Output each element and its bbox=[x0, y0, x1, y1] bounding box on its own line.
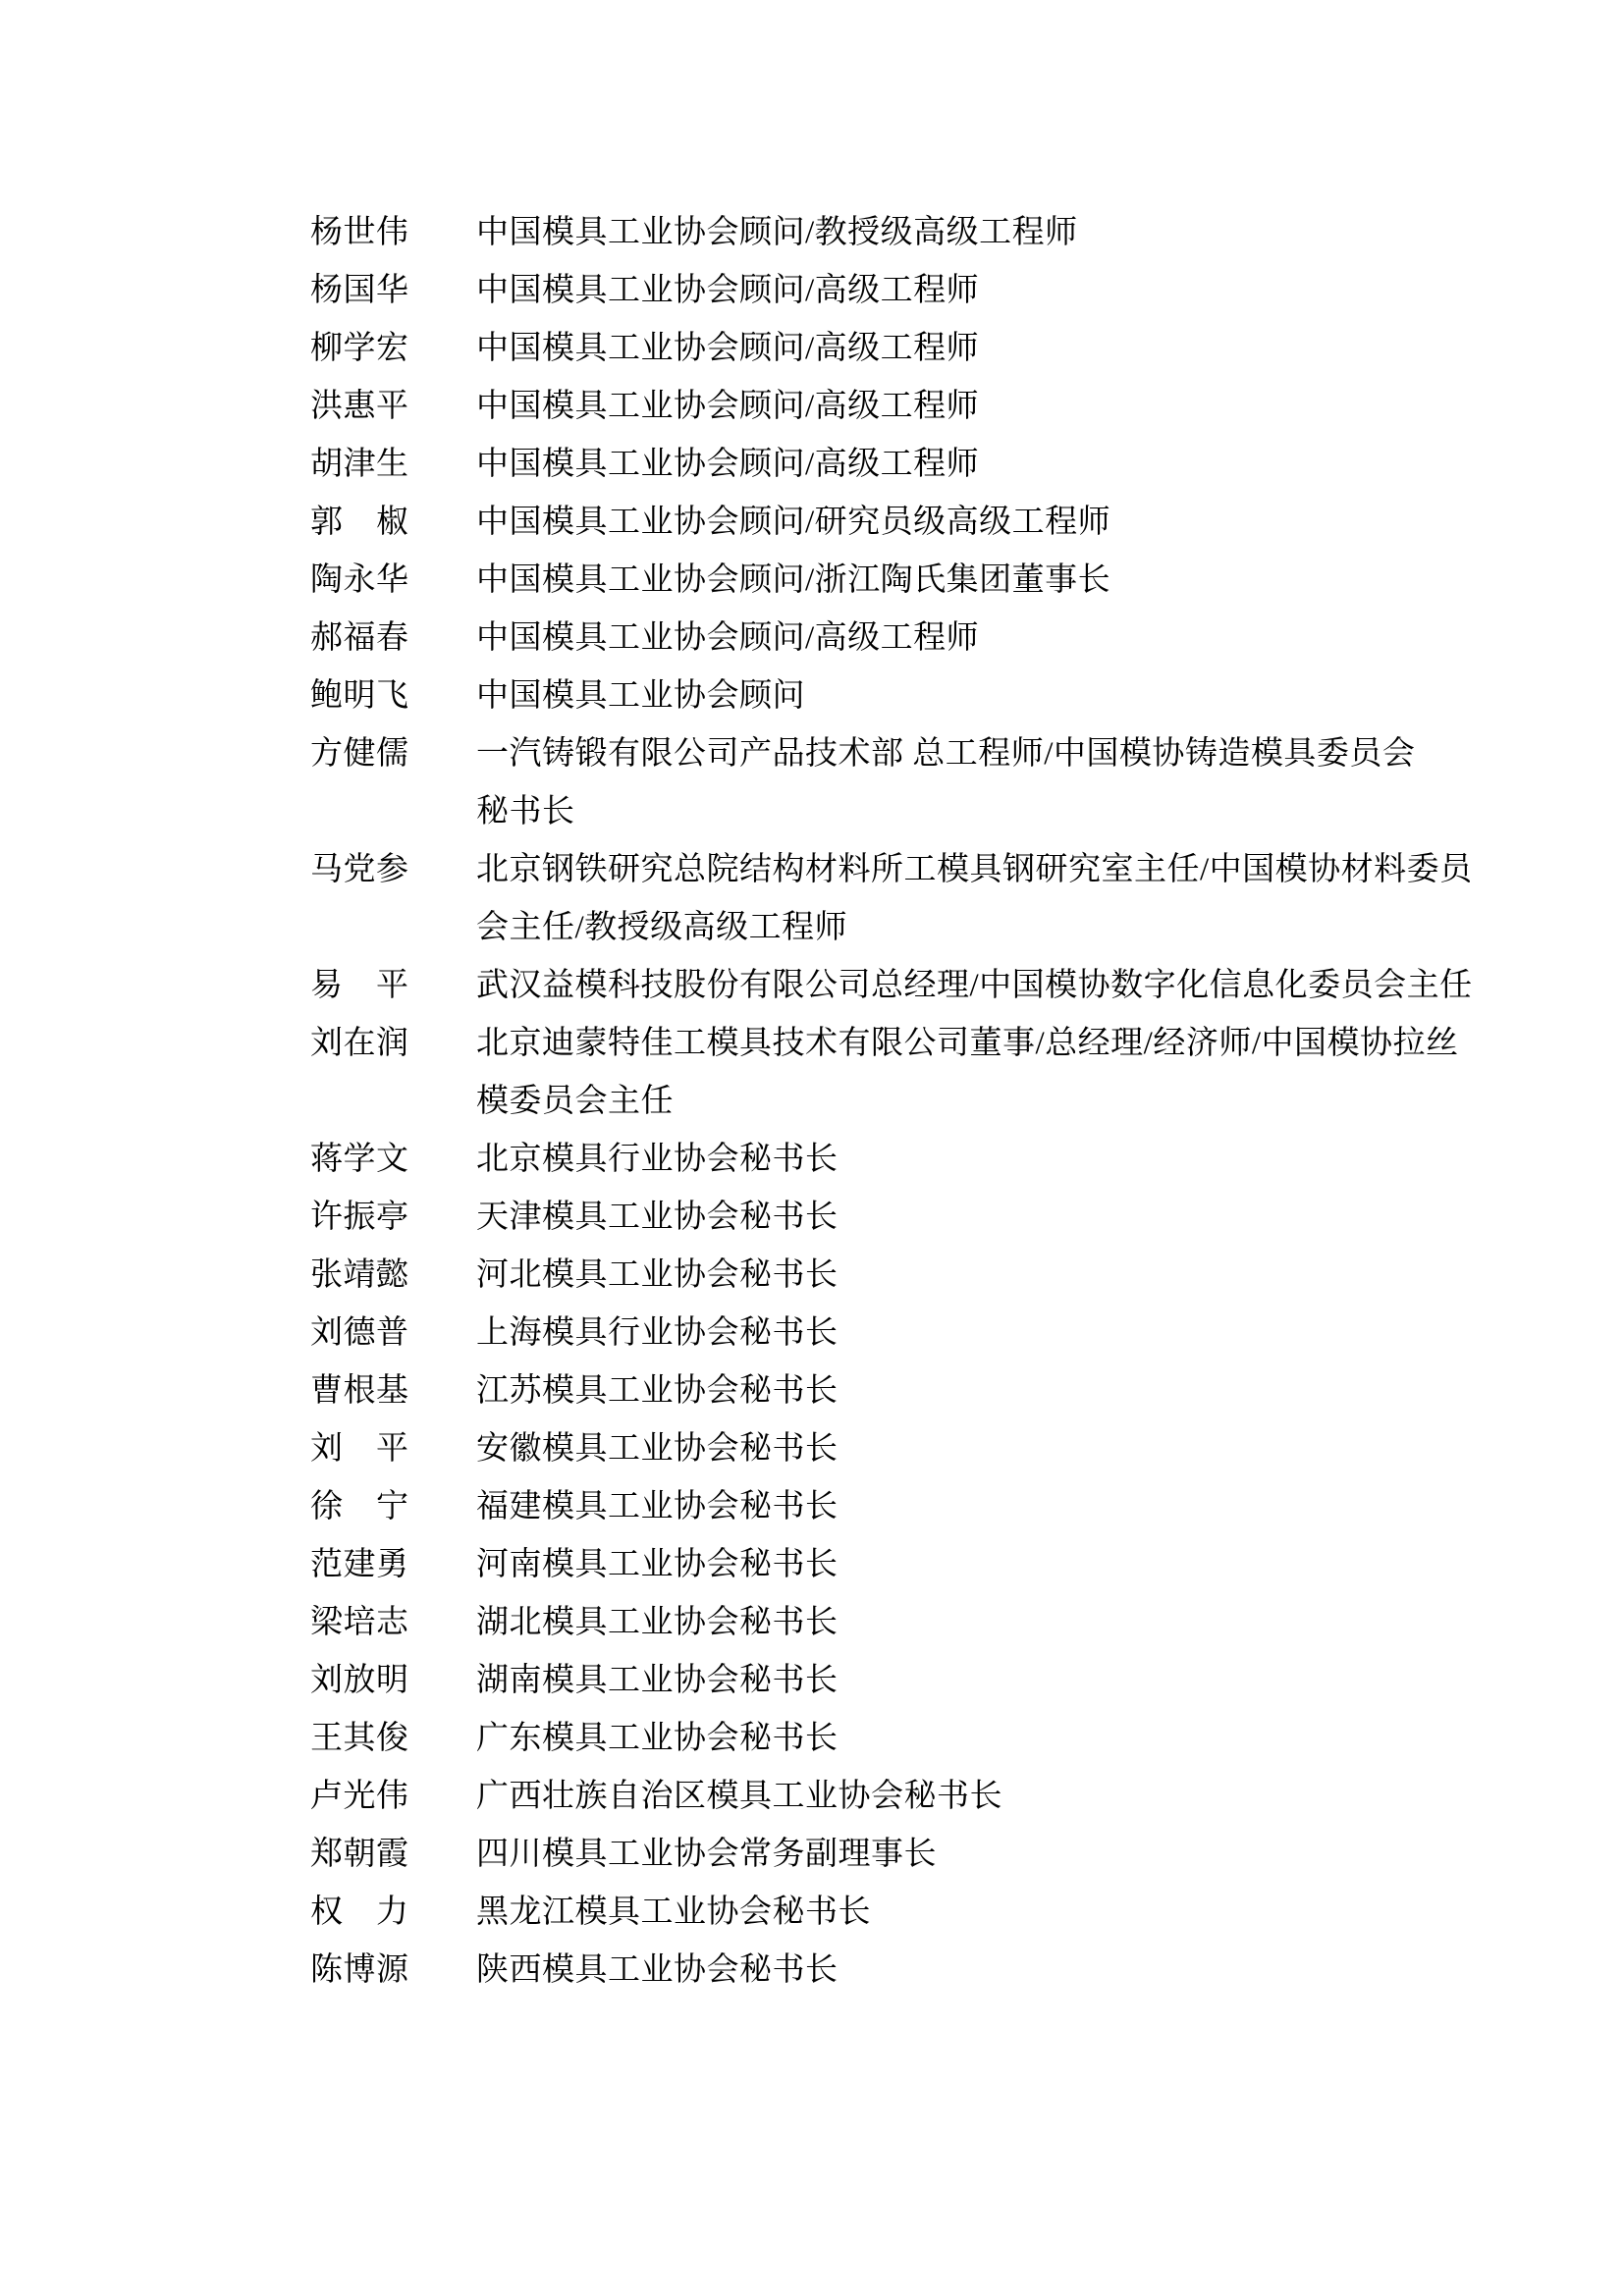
roster-row bbox=[310, 667, 1498, 725]
title-line: 上海模具行业协会秘书长 bbox=[476, 1315, 839, 1351]
roster-row bbox=[310, 1884, 1498, 1942]
title-line: 北京钢铁研究总院结构材料所工模具钢研究室主任/中国模协材料委员 bbox=[476, 852, 1473, 887]
member-title bbox=[476, 204, 1498, 262]
member-name: 徐 宁 bbox=[310, 1489, 409, 1524]
member-name: 杨世伟 bbox=[310, 215, 409, 250]
member-name: 刘放明 bbox=[310, 1663, 409, 1698]
title-line: 黑龙江模具工业协会秘书长 bbox=[476, 1895, 871, 1930]
member-title bbox=[476, 1710, 1498, 1768]
title-line: 天津模具工业协会秘书长 bbox=[476, 1200, 839, 1235]
roster-row bbox=[310, 1594, 1498, 1652]
member-title bbox=[476, 1131, 1498, 1189]
title-line: 湖北模具工业协会秘书长 bbox=[476, 1605, 839, 1640]
member-title bbox=[476, 725, 1498, 841]
member-title bbox=[476, 262, 1498, 320]
title-line: 中国模具工业协会顾问 bbox=[476, 678, 805, 714]
member-name: 权 力 bbox=[310, 1895, 409, 1930]
member-name: 刘德普 bbox=[310, 1315, 409, 1351]
member-name: 方健儒 bbox=[310, 736, 409, 772]
roster-row bbox=[310, 1362, 1498, 1420]
roster-row bbox=[310, 1942, 1498, 2000]
title-line: 河北模具工业协会秘书长 bbox=[476, 1257, 839, 1293]
member-title bbox=[476, 378, 1498, 436]
member-title bbox=[476, 1942, 1498, 2000]
member-title bbox=[476, 436, 1498, 494]
roster-row bbox=[310, 1189, 1498, 1247]
member-name: 陶永华 bbox=[310, 562, 409, 598]
member-title bbox=[476, 552, 1498, 610]
member-name: 刘 平 bbox=[310, 1431, 409, 1467]
member-name: 杨国华 bbox=[310, 273, 409, 308]
title-line: 广西壮族自治区模具工业协会秘书长 bbox=[476, 1779, 1002, 1814]
roster-row bbox=[310, 1131, 1498, 1189]
roster-list bbox=[310, 204, 1498, 2000]
title-line: 江苏模具工业协会秘书长 bbox=[476, 1373, 839, 1409]
title-line: 中国模具工业协会顾问/研究员级高级工程师 bbox=[476, 505, 1111, 540]
member-name: 易 平 bbox=[310, 968, 409, 1003]
roster-row bbox=[310, 1247, 1498, 1305]
member-name: 马党参 bbox=[310, 852, 409, 887]
roster-row bbox=[310, 1536, 1498, 1594]
roster-row bbox=[310, 841, 1498, 957]
member-name: 范建勇 bbox=[310, 1547, 409, 1582]
member-title bbox=[476, 1536, 1498, 1594]
member-title bbox=[476, 1015, 1498, 1131]
member-title bbox=[476, 1652, 1498, 1710]
title-line: 中国模具工业协会顾问/高级工程师 bbox=[476, 389, 980, 424]
title-line: 中国模具工业协会顾问/高级工程师 bbox=[476, 447, 980, 482]
title-line: 河南模具工业协会秘书长 bbox=[476, 1547, 839, 1582]
roster-row bbox=[310, 1826, 1498, 1884]
title-line: 中国模具工业协会顾问/高级工程师 bbox=[476, 331, 980, 366]
roster-row bbox=[310, 1015, 1498, 1131]
member-title bbox=[476, 610, 1498, 667]
title-line: 会主任/教授级高级工程师 bbox=[476, 910, 848, 945]
member-name: 梁培志 bbox=[310, 1605, 409, 1640]
title-line: 湖南模具工业协会秘书长 bbox=[476, 1663, 839, 1698]
member-title bbox=[476, 667, 1498, 725]
roster-row bbox=[310, 1305, 1498, 1362]
roster-row bbox=[310, 320, 1498, 378]
member-name: 许振亭 bbox=[310, 1200, 409, 1235]
member-title bbox=[476, 320, 1498, 378]
title-line: 福建模具工业协会秘书长 bbox=[476, 1489, 839, 1524]
roster-row bbox=[310, 436, 1498, 494]
title-line: 安徽模具工业协会秘书长 bbox=[476, 1431, 839, 1467]
member-title bbox=[476, 1362, 1498, 1420]
title-line: 中国模具工业协会顾问/教授级高级工程师 bbox=[476, 215, 1078, 250]
title-line: 中国模具工业协会顾问/高级工程师 bbox=[476, 620, 980, 656]
member-name: 蒋学文 bbox=[310, 1142, 409, 1177]
member-title bbox=[476, 957, 1498, 1015]
roster-row bbox=[310, 494, 1498, 552]
member-name: 郑朝霞 bbox=[310, 1837, 409, 1872]
member-name: 曹根基 bbox=[310, 1373, 409, 1409]
member-title bbox=[476, 1189, 1498, 1247]
member-name: 洪惠平 bbox=[310, 389, 409, 424]
member-title bbox=[476, 1305, 1498, 1362]
member-name: 郭 椒 bbox=[310, 505, 409, 540]
title-line: 一汽铸锻有限公司产品技术部 总工程师/中国模协铸造模具委员会 bbox=[476, 736, 1416, 772]
member-name: 鲍明飞 bbox=[310, 678, 409, 714]
title-line: 中国模具工业协会顾问/浙江陶氏集团董事长 bbox=[476, 562, 1111, 598]
title-line: 北京模具行业协会秘书长 bbox=[476, 1142, 839, 1177]
roster-row bbox=[310, 725, 1498, 841]
member-name: 陈博源 bbox=[310, 1952, 409, 1988]
member-title bbox=[476, 1884, 1498, 1942]
member-name: 刘在润 bbox=[310, 1026, 409, 1061]
member-title bbox=[476, 494, 1498, 552]
roster-row bbox=[310, 1420, 1498, 1478]
title-line: 广东模具工业协会秘书长 bbox=[476, 1721, 839, 1756]
member-name: 柳学宏 bbox=[310, 331, 409, 366]
roster-row bbox=[310, 957, 1498, 1015]
member-name: 郝福春 bbox=[310, 620, 409, 656]
member-title bbox=[476, 841, 1498, 957]
roster-row bbox=[310, 552, 1498, 610]
member-title bbox=[476, 1247, 1498, 1305]
title-line: 陕西模具工业协会秘书长 bbox=[476, 1952, 839, 1988]
roster-row bbox=[310, 610, 1498, 667]
member-name: 王其俊 bbox=[310, 1721, 409, 1756]
roster-row bbox=[310, 378, 1498, 436]
roster-row bbox=[310, 1478, 1498, 1536]
member-name: 胡津生 bbox=[310, 447, 409, 482]
title-line: 北京迪蒙特佳工模具技术有限公司董事/总经理/经济师/中国模协拉丝 bbox=[476, 1026, 1459, 1061]
roster-row bbox=[310, 262, 1498, 320]
member-title bbox=[476, 1420, 1498, 1478]
member-name: 张靖懿 bbox=[310, 1257, 409, 1293]
member-title bbox=[476, 1594, 1498, 1652]
title-line: 四川模具工业协会常务副理事长 bbox=[476, 1837, 937, 1872]
roster-row bbox=[310, 1768, 1498, 1826]
member-title bbox=[476, 1478, 1498, 1536]
title-line: 秘书长 bbox=[476, 794, 575, 829]
title-line: 中国模具工业协会顾问/高级工程师 bbox=[476, 273, 980, 308]
title-line: 武汉益模科技股份有限公司总经理/中国模协数字化信息化委员会主任 bbox=[476, 968, 1473, 1003]
roster-row bbox=[310, 204, 1498, 262]
member-title bbox=[476, 1826, 1498, 1884]
member-title bbox=[476, 1768, 1498, 1826]
roster-row bbox=[310, 1652, 1498, 1710]
member-name: 卢光伟 bbox=[310, 1779, 409, 1814]
title-line: 模委员会主任 bbox=[476, 1084, 674, 1119]
roster-row bbox=[310, 1710, 1498, 1768]
